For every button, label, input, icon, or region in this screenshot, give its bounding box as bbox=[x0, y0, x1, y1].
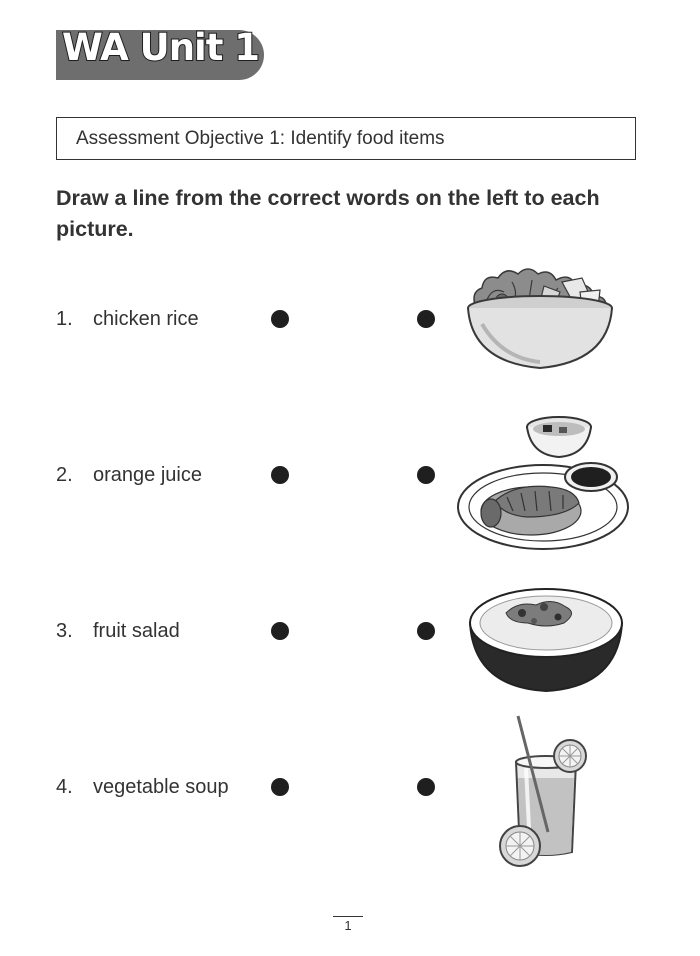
item-label-orange-juice: orange juice bbox=[93, 464, 202, 486]
item-number: 3. bbox=[56, 620, 73, 642]
soup-bowl-picture bbox=[466, 583, 626, 695]
item-label-vegetable-soup: vegetable soup bbox=[93, 776, 229, 798]
item-label-chicken-rice: chicken rice bbox=[93, 308, 199, 330]
left-dot-2[interactable] bbox=[271, 466, 289, 484]
unit-title: WA Unit 1 bbox=[62, 26, 260, 69]
left-dot-4[interactable] bbox=[271, 778, 289, 796]
juice-glass-picture bbox=[496, 712, 596, 872]
left-dot-1[interactable] bbox=[271, 310, 289, 328]
right-dot-3[interactable] bbox=[417, 622, 435, 640]
right-dot-1[interactable] bbox=[417, 310, 435, 328]
item-number: 2. bbox=[56, 464, 73, 486]
page-number-rule bbox=[333, 916, 363, 917]
assessment-objective-box: Assessment Objective 1: Identify food items bbox=[56, 117, 636, 160]
instruction-text: Draw a line from the correct words on the left to each picture. bbox=[56, 186, 600, 241]
left-dot-3[interactable] bbox=[271, 622, 289, 640]
chicken-rice-plate-picture bbox=[455, 407, 630, 555]
page-number: 1 bbox=[344, 918, 352, 933]
right-dot-4[interactable] bbox=[417, 778, 435, 796]
item-number: 1. bbox=[56, 308, 73, 330]
right-dot-2[interactable] bbox=[417, 466, 435, 484]
salad-bowl-picture bbox=[462, 262, 618, 374]
item-number: 4. bbox=[56, 776, 73, 798]
item-label-fruit-salad: fruit salad bbox=[93, 620, 180, 642]
